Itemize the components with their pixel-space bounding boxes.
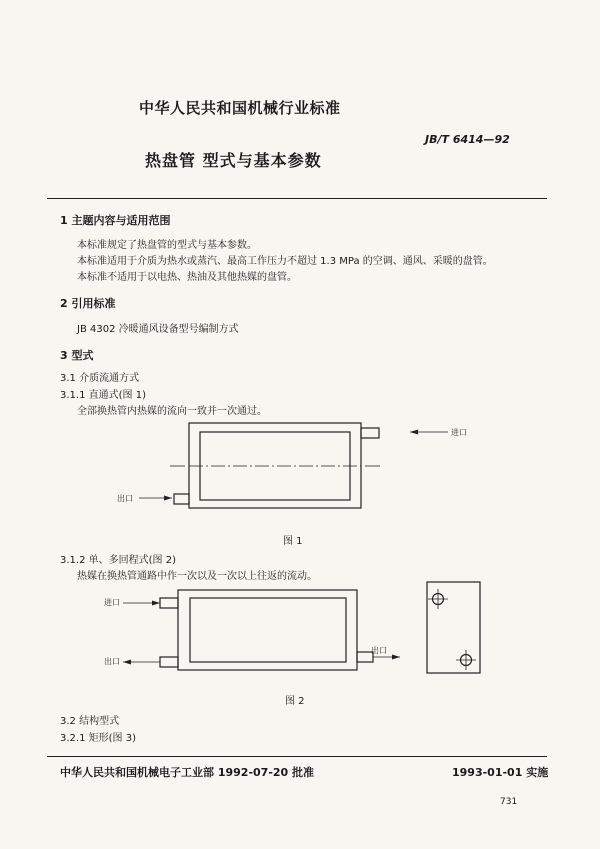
section-3-2-heading: 3.2 结构型式 <box>60 716 120 727</box>
section-1-para-3: 本标准不适用于以电热、热油及其他热媒的盘管。 <box>77 272 297 283</box>
footer-rule <box>47 756 547 757</box>
section-3-1-2-text: 热媒在换热管通路中作一次以及一次以上往返的流动。 <box>77 571 317 582</box>
section-1-heading: 1 主题内容与适用范围 <box>60 214 171 227</box>
fig2-outlet-pipe <box>160 657 178 667</box>
figure-1-caption: 图 1 <box>283 536 303 547</box>
section-2-heading: 2 引用标准 <box>60 297 116 310</box>
section-1-para-2: 本标准适用于介质为热水或蒸汽、最高工作压力不超过 1.3 MPa 的空调、通风、采暖的盘管。 <box>77 256 493 267</box>
footer-issuer: 中华人民共和国机械电子工业部 1992-07-20 批准 <box>60 766 315 779</box>
fig2-inner-frame <box>190 598 346 662</box>
section-3-1-2-heading: 3.1.2 单、多回程式(图 2) <box>60 555 176 566</box>
section-2-reference: JB 4302 冷暖通风设备型号编制方式 <box>77 324 239 335</box>
page-number: 731 <box>500 797 518 807</box>
section-3-2-1-heading: 3.2.1 矩形(图 3) <box>60 733 136 744</box>
fig2-right-outlet-label: 出口 <box>371 646 387 655</box>
section-3-heading: 3 型式 <box>60 349 94 362</box>
section-3-1-heading: 3.1 介质流通方式 <box>60 373 140 384</box>
fig2-outlet-label: 出口 <box>104 657 120 666</box>
fig1-outlet-label: 出口 <box>117 494 133 503</box>
section-1-para-1: 本标准规定了热盘管的型式与基本参数。 <box>77 240 257 251</box>
standard-title: 中华人民共和国机械行业标准 <box>139 99 341 117</box>
fig1-inlet-label: 进口 <box>451 428 467 437</box>
section-3-1-1-heading: 3.1.1 直通式(图 1) <box>60 390 146 401</box>
document-title: 热盘管 型式与基本参数 <box>145 151 322 170</box>
fig2-inlet-pipe <box>160 598 178 608</box>
section-3-1-1-text: 全部换热管内热媒的流向一致并一次通过。 <box>77 406 267 417</box>
fig2-inlet-label: 进口 <box>104 598 120 607</box>
footer-effective-date: 1993-01-01 实施 <box>452 766 549 779</box>
standard-code: JB/T 6414—92 <box>425 133 510 146</box>
fig2-outer-frame <box>178 590 357 670</box>
figure-2-caption: 图 2 <box>285 696 305 707</box>
